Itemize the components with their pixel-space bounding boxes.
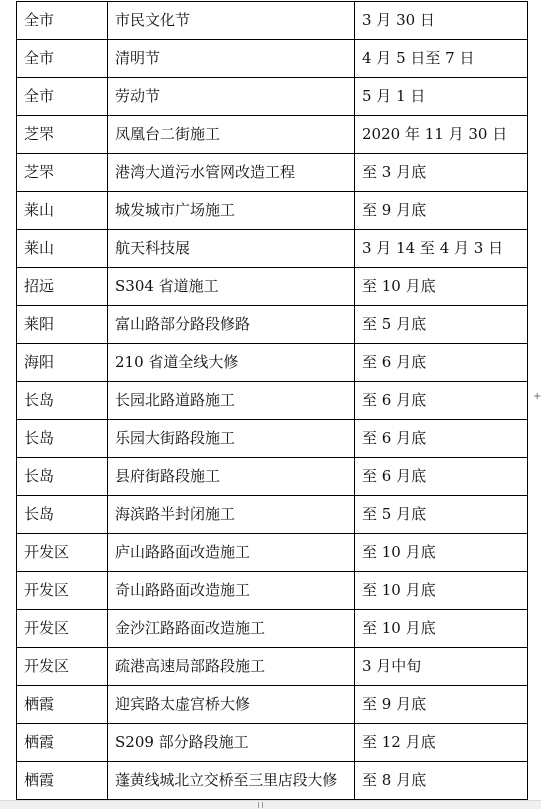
time-cell: 2020 年 11 月 30 日	[355, 116, 528, 154]
add-icon[interactable]: +	[533, 391, 541, 402]
table-row	[17, 40, 528, 78]
item-cell: 庐山路路面改造施工	[108, 534, 355, 572]
item-cell: 长园北路道路施工	[108, 382, 355, 420]
time-cell: 至 10 月底	[355, 610, 528, 648]
table-row	[17, 78, 528, 116]
table-row	[17, 572, 528, 610]
time-cell: 至 9 月底	[355, 686, 528, 724]
time-cell: 至 8 月底	[355, 762, 528, 800]
area-cell: 栖霞	[17, 686, 108, 724]
item-cell: 210 省道全线大修	[108, 344, 355, 382]
area-cell: 长岛	[17, 382, 108, 420]
area-cell: 全市	[17, 40, 108, 78]
scrollbar-tick	[262, 802, 263, 808]
table-row	[17, 496, 528, 534]
time-cell: 至 10 月底	[355, 268, 528, 306]
item-cell: 港湾大道污水管网改造工程	[108, 154, 355, 192]
item-cell: 疏港高速局部路段施工	[108, 648, 355, 686]
table-row	[17, 344, 528, 382]
item-cell: 航天科技展	[108, 230, 355, 268]
area-cell: 栖霞	[17, 762, 108, 800]
item-cell: 凤凰台二街施工	[108, 116, 355, 154]
time-cell: 至 5 月底	[355, 306, 528, 344]
time-cell: 3 月中旬	[355, 648, 528, 686]
table-row	[17, 230, 528, 268]
table-body	[17, 2, 528, 800]
table-row	[17, 268, 528, 306]
time-cell: 至 3 月底	[355, 154, 528, 192]
item-cell: 蓬黄线城北立交桥至三里店段大修	[108, 762, 355, 800]
closure-schedule-table	[16, 1, 528, 800]
table-row	[17, 686, 528, 724]
area-cell: 开发区	[17, 534, 108, 572]
area-cell: 长岛	[17, 458, 108, 496]
area-cell: 长岛	[17, 496, 108, 534]
table-row	[17, 382, 528, 420]
table-row	[17, 154, 528, 192]
table-row	[17, 458, 528, 496]
item-cell: S209 部分路段施工	[108, 724, 355, 762]
area-cell: 开发区	[17, 610, 108, 648]
table-row	[17, 724, 528, 762]
table-row	[17, 192, 528, 230]
table-row	[17, 534, 528, 572]
area-cell: 开发区	[17, 572, 108, 610]
area-cell: 全市	[17, 78, 108, 116]
item-cell: 城发城市广场施工	[108, 192, 355, 230]
area-cell: 长岛	[17, 420, 108, 458]
table-row	[17, 762, 528, 800]
item-cell: 乐园大街路段施工	[108, 420, 355, 458]
area-cell: 招远	[17, 268, 108, 306]
scrollbar-tick	[258, 802, 259, 808]
item-cell: 县府街路段施工	[108, 458, 355, 496]
time-cell: 至 6 月底	[355, 344, 528, 382]
area-cell: 栖霞	[17, 724, 108, 762]
time-cell: 至 10 月底	[355, 534, 528, 572]
area-cell: 莱山	[17, 230, 108, 268]
time-cell: 至 6 月底	[355, 420, 528, 458]
table-row	[17, 648, 528, 686]
time-cell: 至 6 月底	[355, 458, 528, 496]
time-cell: 至 10 月底	[355, 572, 528, 610]
area-cell: 芝罘	[17, 154, 108, 192]
area-cell: 全市	[17, 2, 108, 40]
item-cell: S304 省道施工	[108, 268, 355, 306]
time-cell: 至 5 月底	[355, 496, 528, 534]
table-row	[17, 116, 528, 154]
item-cell: 劳动节	[108, 78, 355, 116]
item-cell: 清明节	[108, 40, 355, 78]
time-cell: 至 6 月底	[355, 382, 528, 420]
area-cell: 莱山	[17, 192, 108, 230]
area-cell: 莱阳	[17, 306, 108, 344]
time-cell: 至 12 月底	[355, 724, 528, 762]
time-cell: 3 月 30 日	[355, 2, 528, 40]
item-cell: 迎宾路太虚宫桥大修	[108, 686, 355, 724]
time-cell: 4 月 5 日至 7 日	[355, 40, 528, 78]
table-row	[17, 2, 528, 40]
item-cell: 奇山路路面改造施工	[108, 572, 355, 610]
area-cell: 海阳	[17, 344, 108, 382]
item-cell: 市民文化节	[108, 2, 355, 40]
time-cell: 至 9 月底	[355, 192, 528, 230]
time-cell: 5 月 1 日	[355, 78, 528, 116]
table-row	[17, 306, 528, 344]
table-row	[17, 610, 528, 648]
area-cell: 开发区	[17, 648, 108, 686]
area-cell: 芝罘	[17, 116, 108, 154]
item-cell: 金沙江路路面改造施工	[108, 610, 355, 648]
table-row	[17, 420, 528, 458]
time-cell: 3 月 14 至 4 月 3 日	[355, 230, 528, 268]
item-cell: 富山路部分路段修路	[108, 306, 355, 344]
item-cell: 海滨路半封闭施工	[108, 496, 355, 534]
